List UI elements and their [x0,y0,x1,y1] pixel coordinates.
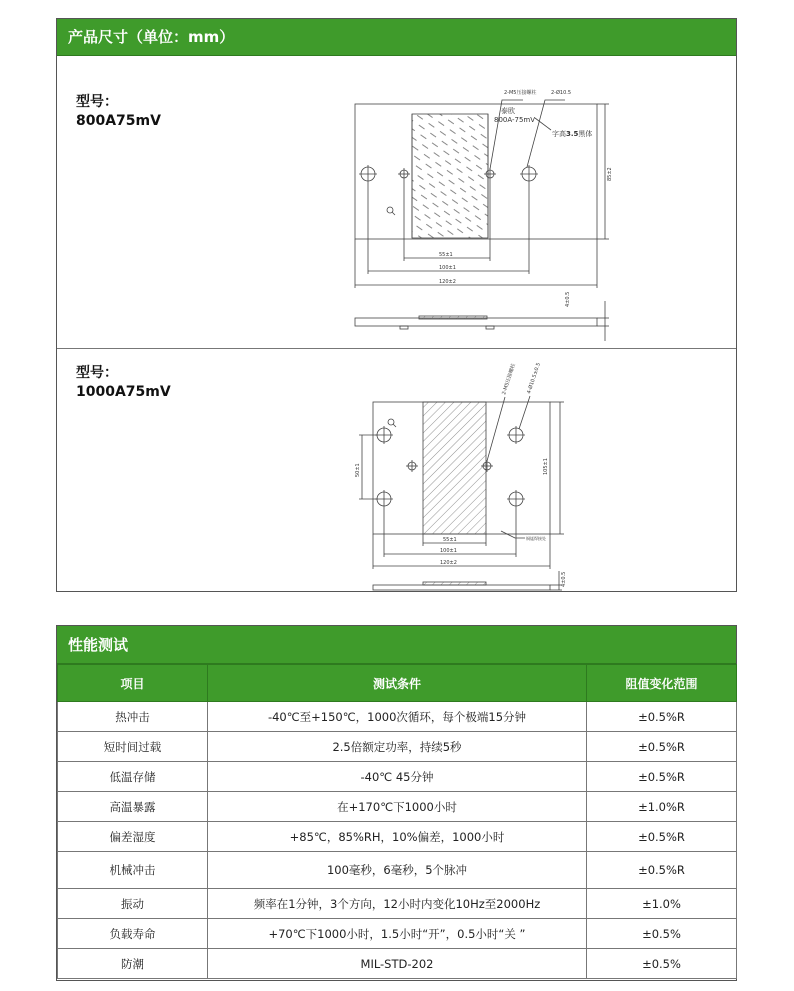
annot-brand: 泰欧 [501,107,515,115]
model-panel-800a [57,56,736,349]
cell-condition: 在+170℃下1000小时 [208,792,587,822]
dim-inner: 55±1 [439,252,453,258]
cell-condition: 100毫秒，6毫秒，5个脉冲 [208,852,587,889]
cell-condition: +85℃，85%RH，10%偏差，1000小时 [208,822,587,852]
column-header-condition: 测试条件 [208,665,587,702]
cell-item: 热冲击 [58,702,208,732]
font-note-prefix: 字高 [552,130,566,138]
cell-condition: +70℃下1000小时，1.5小时“开”，0.5小时“关 ” [208,919,587,949]
annot-note: 铜锰焊接处 [526,536,546,541]
font-note-suffix: 黑体 [578,130,593,138]
performance-test-section [56,625,737,981]
table-row [58,822,737,852]
cell-range: ±0.5% [587,919,737,949]
model-name: 1000A75mV [76,384,171,400]
annot-hole: 4-Ø10.5±0.5 [526,362,542,395]
table-row [58,762,737,792]
model-name: 800A75mV [76,113,161,129]
cell-item: 机械冲击 [58,852,208,889]
cell-condition: 频率在1分钟，3个方向，12小时内变化10Hz至2000Hz [208,889,587,919]
table-header-row [58,665,737,702]
dim-left: 50±1 [355,463,361,477]
dim-thickness: 4±0.5 [561,571,567,587]
cell-item: 短时间过载 [58,732,208,762]
cell-range: ±1.0% [587,889,737,919]
table-row [58,732,737,762]
model-panel-1000a [57,349,736,591]
cell-range: ±0.5%R [587,702,737,732]
table-row [58,889,737,919]
annot-threaded-hole: 2-M5压接螺柱 [501,362,517,396]
performance-header: 性能测试 [57,626,736,664]
product-dimensions-section [56,18,737,592]
cell-condition: -40℃ 45分钟 [208,762,587,792]
model-prefix: 型号： [76,94,118,110]
table-row [58,852,737,889]
cell-condition: 2.5倍额定功率，持续5秒 [208,732,587,762]
cell-range: ±0.5%R [587,852,737,889]
cell-range: ±0.5%R [587,732,737,762]
annot-font-note [552,129,592,138]
dim-thickness: 4±0.5 [565,291,571,307]
cell-item: 低温存储 [58,762,208,792]
cell-item: 负载寿命 [58,919,208,949]
dim-height: 105±1 [543,458,549,475]
model-prefix: 型号： [76,365,118,381]
dimensions-header: 产品尺寸（单位：mm） [57,19,736,56]
cell-item: 高温暴露 [58,792,208,822]
cell-range: ±0.5% [587,949,737,979]
drawing-1000a [57,349,736,591]
dim-height: 85±2 [607,167,613,181]
column-header-range: 阻值变化范围 [587,665,737,702]
dim-outer: 120±2 [439,279,456,285]
font-note-value: 3.5 [566,130,579,138]
cell-range: ±0.5%R [587,762,737,792]
annot-marking: 800A-75mV [494,116,536,124]
drawing-800a [57,56,736,348]
table-row [58,949,737,979]
cell-range: ±1.0%R [587,792,737,822]
cell-item: 偏差湿度 [58,822,208,852]
cell-condition: MIL-STD-202 [208,949,587,979]
table-row [58,792,737,822]
annot-threaded-hole: 2-M5压接螺柱 [504,90,537,96]
cell-item: 防潮 [58,949,208,979]
cell-condition: -40℃至+150℃，1000次循环，每个极端15分钟 [208,702,587,732]
dim-outer: 120±2 [440,560,457,566]
dim-mid: 100±1 [439,265,456,271]
dim-inner: 55±1 [443,537,457,543]
cell-range: ±0.5%R [587,822,737,852]
performance-table [57,664,737,979]
cell-item: 振动 [58,889,208,919]
table-row [58,919,737,949]
table-row [58,702,737,732]
annot-hole: 2-Ø10.5 [551,90,572,96]
column-header-item: 项目 [58,665,208,702]
dim-mid: 100±1 [440,548,457,554]
